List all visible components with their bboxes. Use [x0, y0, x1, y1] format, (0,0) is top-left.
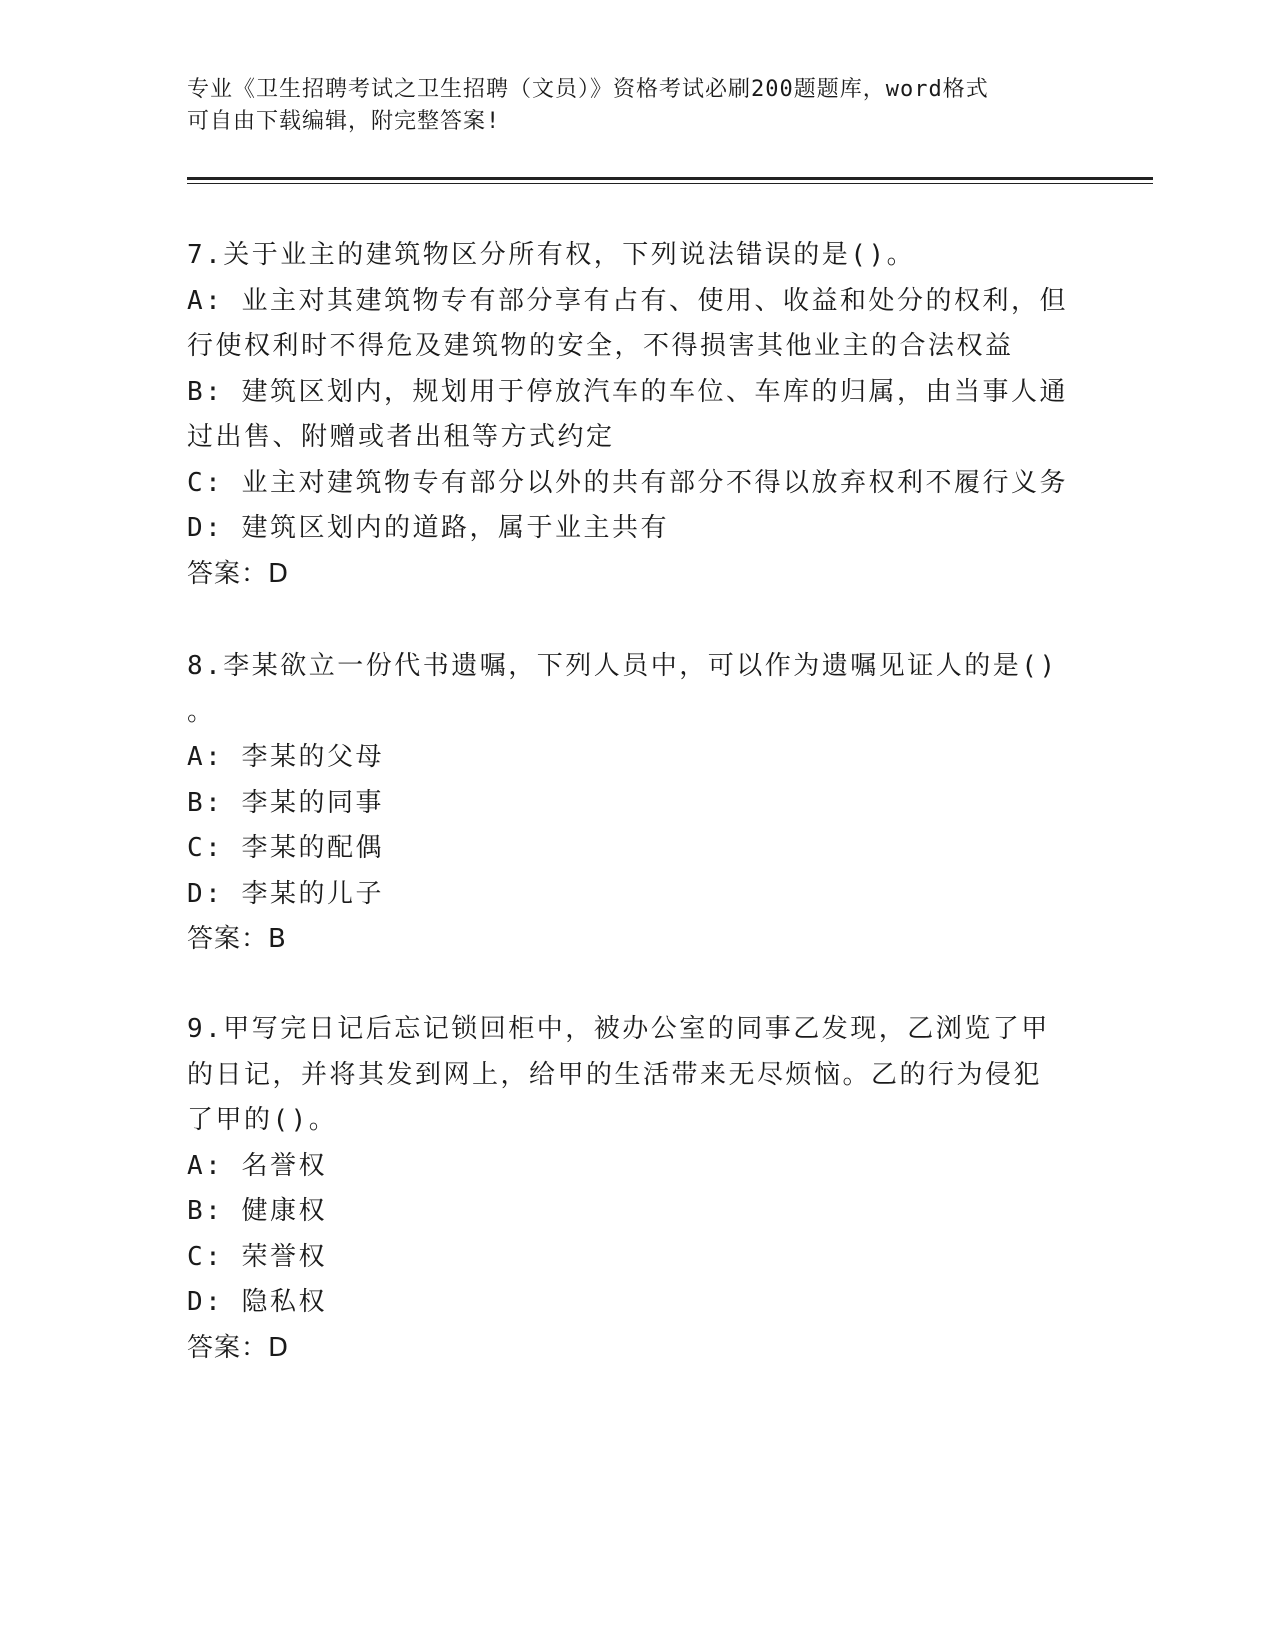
- question-stem-line-1: 8.李某欲立一份代书遗嘱，下列人员中，可以作为遗嘱见证人的是(): [187, 651, 1058, 681]
- question-9: [187, 1007, 1087, 1371]
- option-a-line-1: A: 业主对其建筑物专有部分享有占有、使用、收益和处分的权利，但: [187, 285, 1068, 316]
- option-d: D: 建筑区划内的道路，属于业主共有: [187, 513, 669, 543]
- question-stem-line-3: 了甲的()。: [187, 1105, 338, 1135]
- question-8: [187, 644, 1087, 963]
- answer: 答案：B: [187, 924, 287, 954]
- option-a-line-2: 行使权利时不得危及建筑物的安全，不得损害其他业主的合法权益: [187, 331, 1014, 361]
- option-c: C: 李某的配偶: [187, 833, 384, 863]
- question-stem-line-1: 9.甲写完日记后忘记锁回柜中，被办公室的同事乙发现，乙浏览了甲: [187, 1014, 1050, 1044]
- question-7: [187, 233, 1087, 597]
- option-c: C: 荣誉权: [187, 1241, 327, 1272]
- header-rule-thick: [187, 177, 1153, 180]
- option-b-line-2: 过出售、附赠或者出租等方式约定: [187, 422, 615, 452]
- option-a: A: 李某的父母: [187, 742, 384, 772]
- answer: 答案：D: [187, 1332, 290, 1363]
- answer: 答案：D: [187, 558, 290, 589]
- option-d: D: 李某的儿子: [187, 878, 384, 909]
- option-b-line-1: B: 建筑区划内，规划用于停放汽车的车位、车库的归属，由当事人通: [187, 376, 1068, 407]
- question-stem-line-2: 。: [187, 696, 216, 727]
- header-line-2: 可自由下载编辑，附完整答案!: [187, 109, 501, 134]
- option-d: D: 隐私权: [187, 1287, 327, 1317]
- header-line-1: 专业《卫生招聘考试之卫生招聘（文员）》资格考试必刷200题题库，word格式: [187, 77, 989, 102]
- document-header: [187, 74, 1067, 138]
- question-stem-line-2: 的日记，并将其发到网上，给甲的生活带来无尽烦恼。乙的行为侵犯: [187, 1059, 1043, 1090]
- header-rule-thin: [187, 183, 1153, 184]
- option-a: A: 名誉权: [187, 1150, 327, 1181]
- option-b: B: 李某的同事: [187, 787, 384, 818]
- option-b: B: 健康权: [187, 1196, 327, 1226]
- question-stem: 7.关于业主的建筑物区分所有权，下列说法错误的是()。: [187, 240, 916, 270]
- option-c: C: 业主对建筑物专有部分以外的共有部分不得以放弃权利不履行义务: [187, 467, 1068, 498]
